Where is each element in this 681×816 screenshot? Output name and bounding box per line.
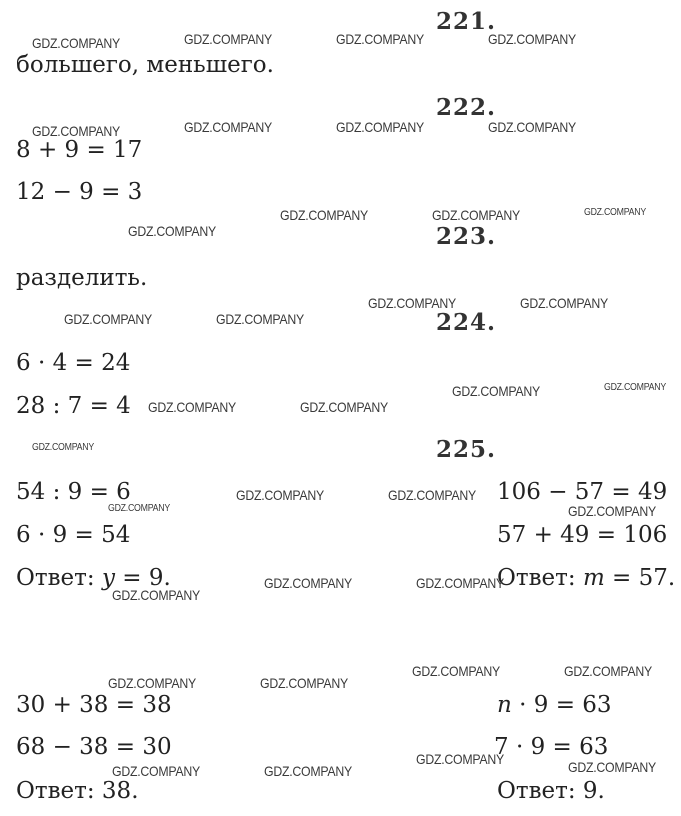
equation-line: 68 − 38 = 30 — [16, 734, 172, 760]
watermark: GDZ.COMPANY — [280, 207, 368, 223]
equation-line: 106 − 57 = 49 — [497, 479, 668, 505]
answer-line: Ответ: 9. — [497, 778, 605, 804]
answer-line: Ответ: m = 57. — [497, 565, 676, 591]
problem-number-225: 225. — [436, 436, 497, 463]
watermark: GDZ.COMPANY — [264, 763, 352, 779]
watermark: GDZ.COMPANY — [216, 311, 304, 327]
equation-line: n · 9 = 63 — [497, 692, 612, 718]
watermark: GDZ.COMPANY — [568, 759, 656, 775]
watermark: GDZ.COMPANY — [128, 223, 216, 239]
watermark: GDZ.COMPANY — [416, 575, 504, 591]
equation-line: 7 · 9 = 63 — [494, 734, 609, 760]
watermark: GDZ.COMPANY — [388, 487, 476, 503]
watermark: GDZ.COMPANY — [108, 675, 196, 691]
watermark: GDZ.COMPANY — [300, 399, 388, 415]
watermark: GDZ.COMPANY — [564, 663, 652, 679]
equation-line: 28 : 7 = 4 — [16, 393, 131, 419]
watermark: GDZ.COMPANY — [584, 207, 646, 218]
watermark: GDZ.COMPANY — [488, 119, 576, 135]
watermark: GDZ.COMPANY — [416, 751, 504, 767]
equation-line: 12 − 9 = 3 — [16, 179, 143, 205]
watermark: GDZ.COMPANY — [604, 382, 666, 393]
watermark: GDZ.COMPANY — [336, 31, 424, 47]
watermark: GDZ.COMPANY — [112, 763, 200, 779]
watermark: GDZ.COMPANY — [148, 399, 236, 415]
watermark: GDZ.COMPANY — [32, 35, 120, 51]
answer-line: Ответ: 38. — [16, 778, 139, 804]
answer-line: разделить. — [16, 265, 148, 291]
watermark: GDZ.COMPANY — [452, 383, 540, 399]
watermark: GDZ.COMPANY — [412, 663, 500, 679]
watermark: GDZ.COMPANY — [32, 442, 94, 453]
equation-line: 54 : 9 = 6 — [16, 479, 131, 505]
watermark: GDZ.COMPANY — [336, 119, 424, 135]
equation-line: 6 · 4 = 24 — [16, 350, 131, 376]
watermark: GDZ.COMPANY — [184, 119, 272, 135]
problem-number-222: 222. — [436, 94, 497, 121]
watermark: GDZ.COMPANY — [260, 675, 348, 691]
watermark: GDZ.COMPANY — [236, 487, 324, 503]
equation-line: 30 + 38 = 38 — [16, 692, 172, 718]
equation-line: 8 + 9 = 17 — [16, 137, 143, 163]
watermark: GDZ.COMPANY — [520, 295, 608, 311]
watermark: GDZ.COMPANY — [368, 295, 456, 311]
watermark: GDZ.COMPANY — [112, 587, 200, 603]
problem-number-223: 223. — [436, 223, 497, 250]
problem-number-224: 224. — [436, 309, 497, 336]
watermark: GDZ.COMPANY — [64, 311, 152, 327]
watermark: GDZ.COMPANY — [184, 31, 272, 47]
equation-line: 6 · 9 = 54 — [16, 522, 131, 548]
watermark: GDZ.COMPANY — [264, 575, 352, 591]
watermark: GDZ.COMPANY — [108, 503, 170, 514]
watermark: GDZ.COMPANY — [488, 31, 576, 47]
equation-line: 57 + 49 = 106 — [497, 522, 668, 548]
watermark: GDZ.COMPANY — [432, 207, 520, 223]
watermark: GDZ.COMPANY — [568, 503, 656, 519]
problem-number-221: 221. — [436, 8, 497, 35]
watermark: GDZ.COMPANY — [32, 123, 120, 139]
answer-line: большего, меньшего. — [16, 52, 274, 78]
answer-line: Ответ: y = 9. — [16, 565, 171, 591]
